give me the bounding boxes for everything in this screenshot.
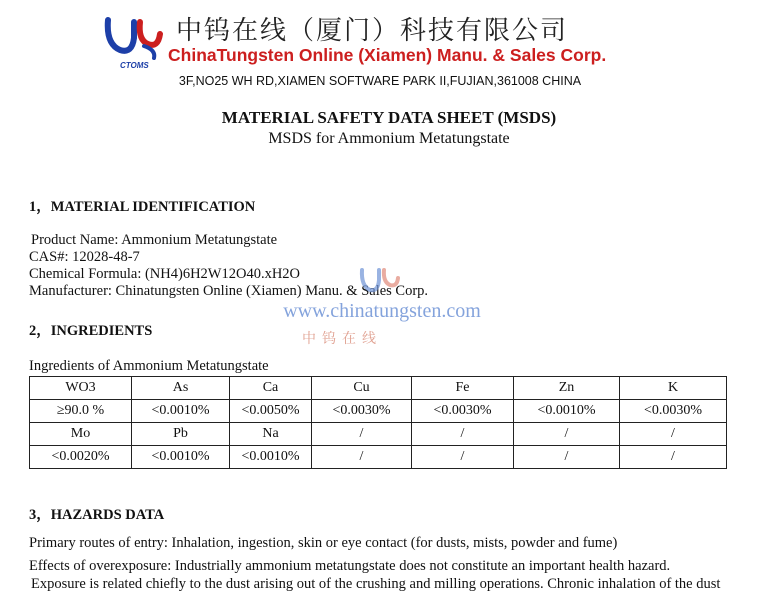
- table-cell: Na: [230, 423, 312, 446]
- logo-text: CTOMS: [120, 61, 149, 70]
- table-cell: /: [312, 446, 412, 469]
- table-cell: Fe: [412, 377, 514, 400]
- table-cell: Ca: [230, 377, 312, 400]
- table-cell: <0.0020%: [30, 446, 132, 469]
- primary-routes-line: Primary routes of entry: Inhalation, ingestion, skin or eye contact (for dusts, mists, powder and fume): [29, 535, 618, 551]
- ingredients-caption: Ingredients of Ammonium Metatungstate: [29, 358, 269, 374]
- table-cell: /: [514, 423, 620, 446]
- table-cell: <0.0010%: [230, 446, 312, 469]
- document-subtitle: MSDS for Ammonium Metatungstate: [268, 130, 510, 147]
- table-cell: As: [132, 377, 230, 400]
- table-cell: /: [620, 423, 727, 446]
- table-cell: /: [620, 446, 727, 469]
- company-address: 3F,NO25 WH RD,XIAMEN SOFTWARE PARK II,FUJIAN,361008 CHINA: [178, 74, 582, 88]
- table-cell: <0.0010%: [132, 446, 230, 469]
- table-cell: <0.0030%: [412, 400, 514, 423]
- table-cell: WO3: [30, 377, 132, 400]
- table-cell: Pb: [132, 423, 230, 446]
- table-cell: <0.0030%: [312, 400, 412, 423]
- chemical-formula-line: Chemical Formula: (NH4)6H2W12O40.xH2O: [29, 266, 301, 282]
- table-cell: Cu: [312, 377, 412, 400]
- table-cell: /: [312, 423, 412, 446]
- table-cell: ≥90.0 %: [30, 400, 132, 423]
- section-heading-hazards-data: 3，HAZARDS DATA: [29, 507, 165, 523]
- watermark-chinese: 中钨在线: [302, 331, 382, 347]
- product-name-line: Product Name: Ammonium Metatungstate: [31, 232, 278, 248]
- table-cell: Mo: [30, 423, 132, 446]
- table-cell: <0.0010%: [132, 400, 230, 423]
- table-row: [30, 400, 727, 423]
- ingredients-table: [29, 376, 727, 469]
- exposure-line: Exposure is related chiefly to the dust arising out of the crushing and milling operations. Chronic inhalation of the dust: [31, 576, 721, 592]
- cas-number-line: CAS#: 12028-48-7: [29, 249, 140, 265]
- table-row: [30, 423, 727, 446]
- company-logo: [104, 14, 164, 72]
- section-heading-ingredients: 2，INGREDIENTS: [29, 323, 153, 339]
- table-cell: /: [412, 446, 514, 469]
- section-heading-material-identification: 1，MATERIAL IDENTIFICATION: [29, 199, 256, 215]
- table-cell: <0.0050%: [230, 400, 312, 423]
- table-row: [30, 377, 727, 400]
- table-row: [30, 446, 727, 469]
- table-cell: /: [514, 446, 620, 469]
- company-name-chinese: 中钨在线（厦门）科技有限公司: [176, 16, 569, 46]
- table-cell: <0.0010%: [514, 400, 620, 423]
- watermark-url: www.chinatungsten.com: [283, 300, 481, 322]
- effects-of-overexposure-line: Effects of overexposure: Industrially ammonium metatungstate does not constitute an important health hazard.: [29, 558, 671, 574]
- table-cell: <0.0030%: [620, 400, 727, 423]
- table-cell: K: [620, 377, 727, 400]
- manufacturer-line: Manufacturer: Chinatungsten Online (Xiamen) Manu. & Sales Corp.: [29, 283, 429, 299]
- company-name-english: ChinaTungsten Online (Xiamen) Manu. & Sales Corp.: [168, 45, 607, 65]
- table-cell: Zn: [514, 377, 620, 400]
- document-title: MATERIAL SAFETY DATA SHEET (MSDS): [221, 108, 557, 127]
- table-cell: /: [412, 423, 514, 446]
